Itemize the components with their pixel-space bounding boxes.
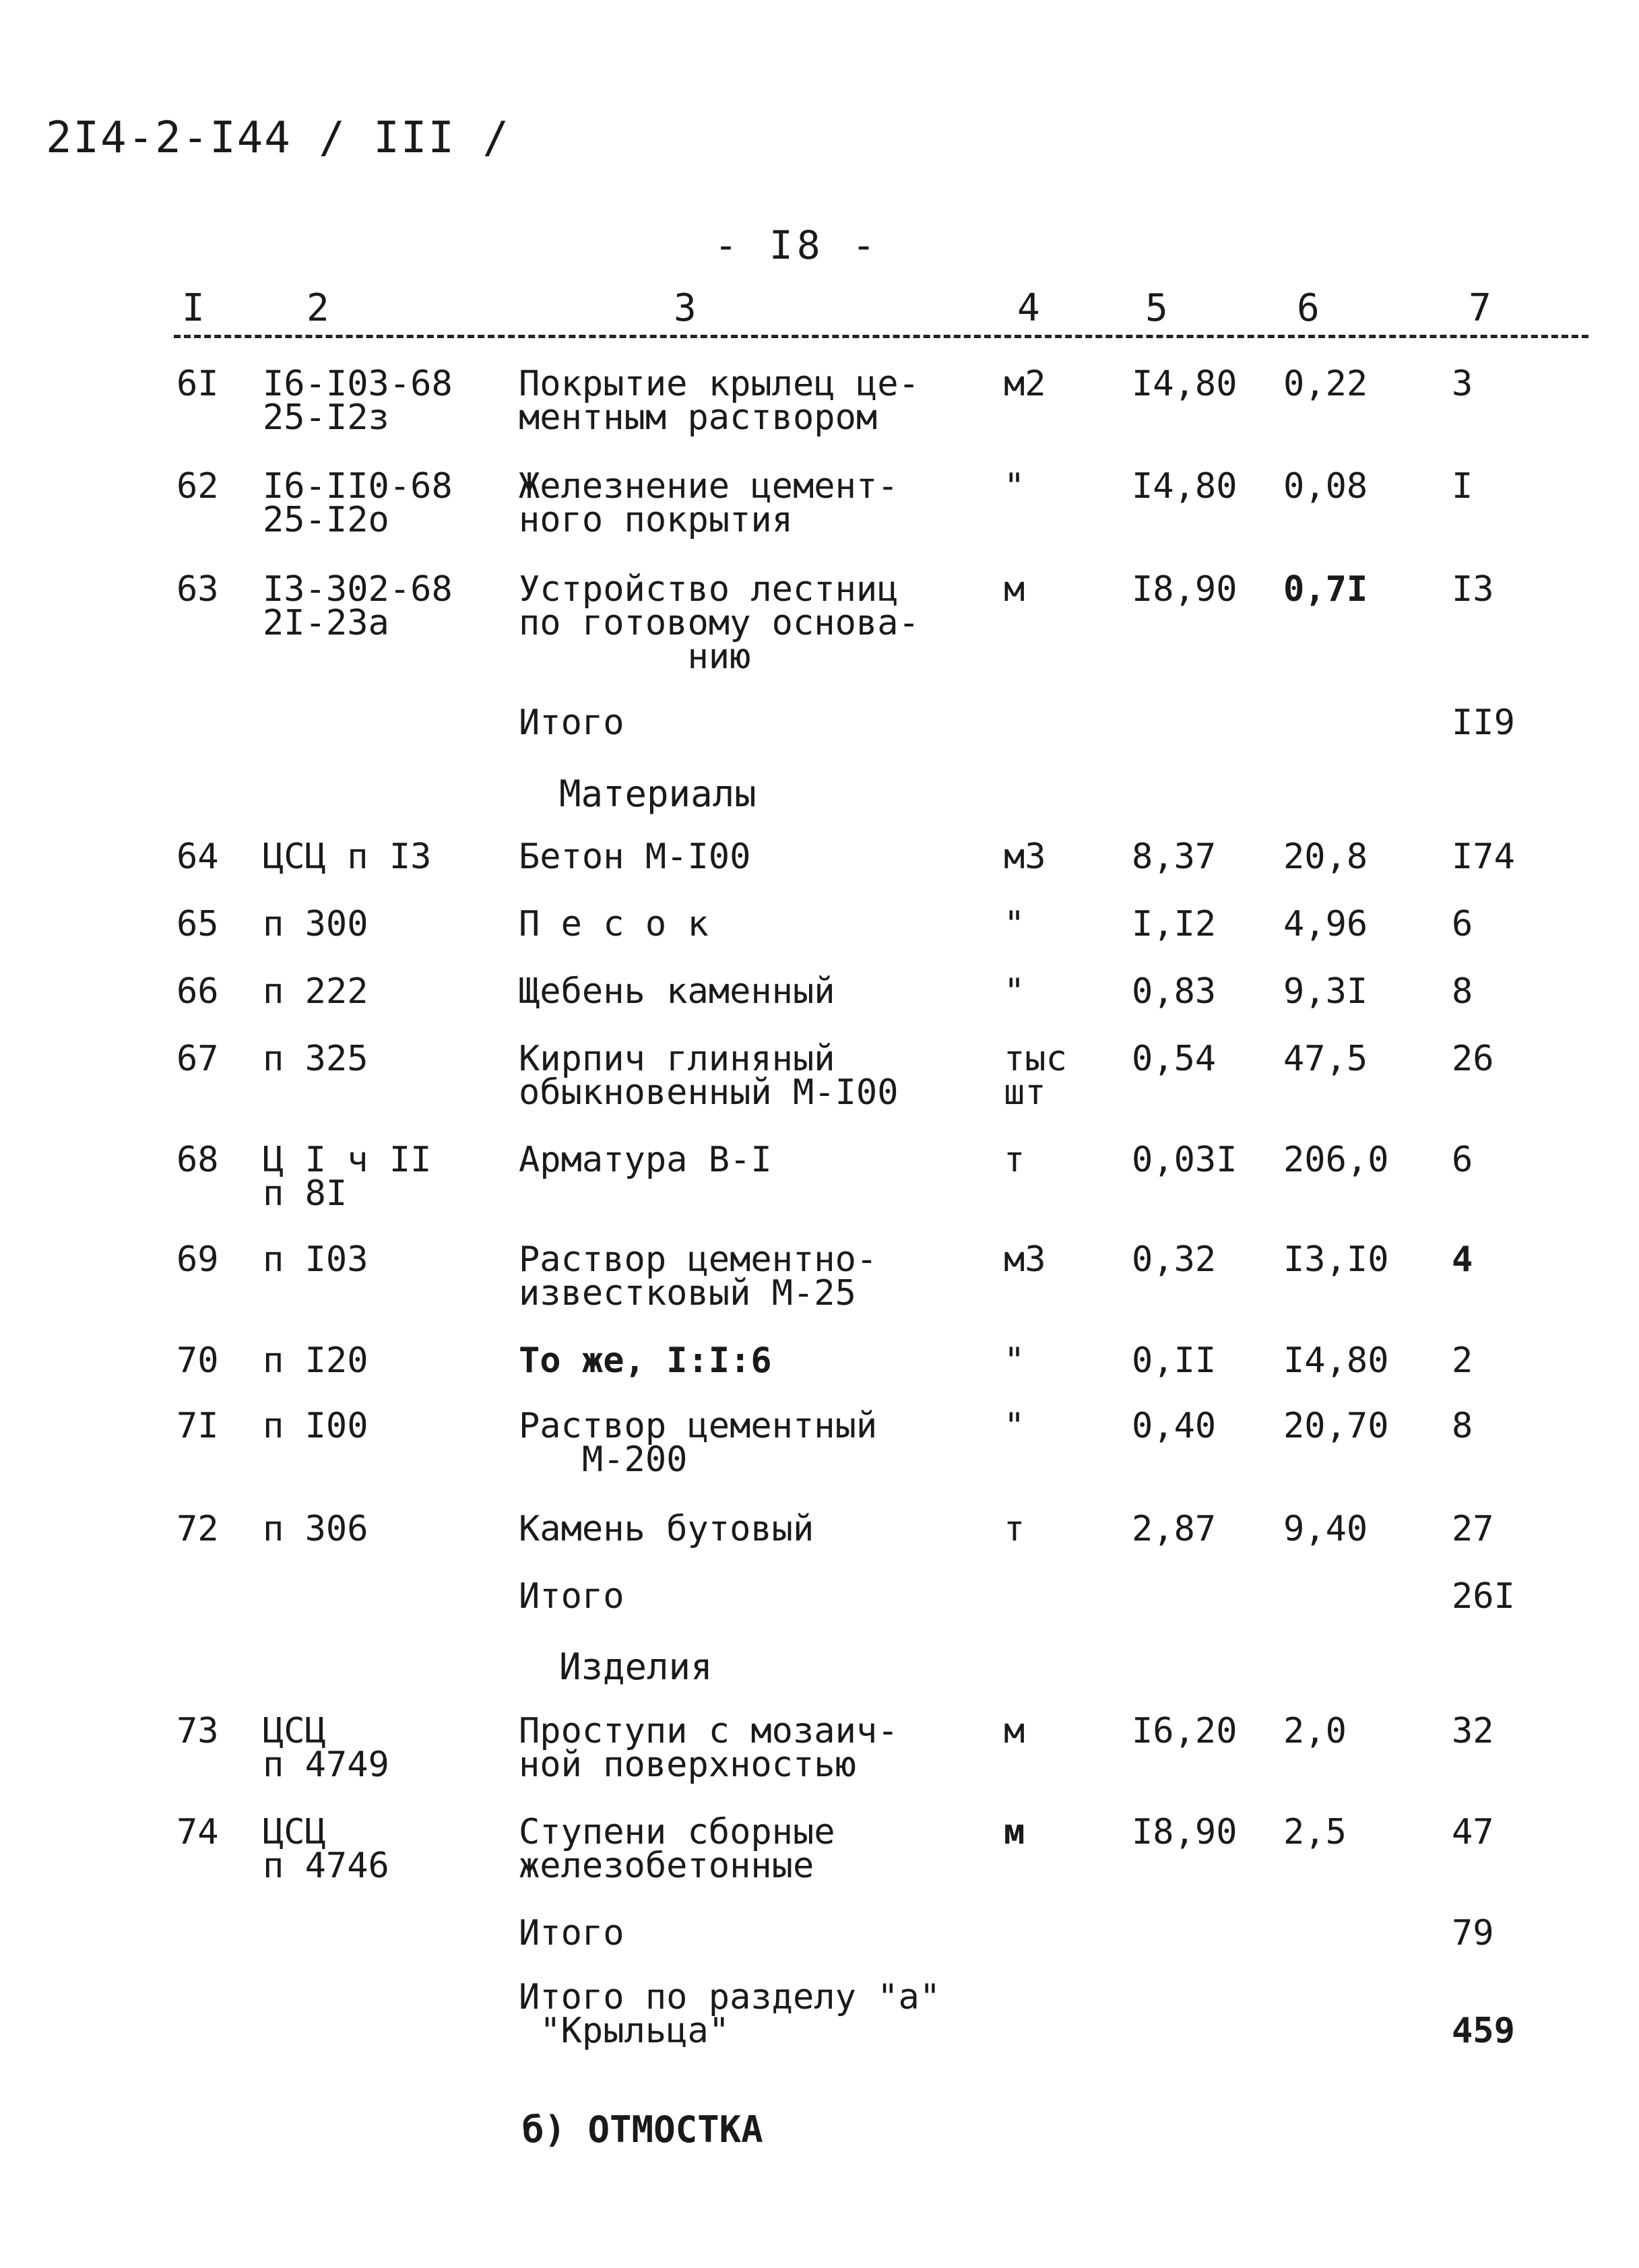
row-number: 72 [176, 1509, 219, 1549]
row-number: 70 [176, 1340, 219, 1381]
row-price: 206,0 [1283, 1140, 1389, 1180]
row-sum: 47 [1452, 1812, 1494, 1852]
row-qty: 0,54 [1132, 1039, 1217, 1079]
row-qty: I6,20 [1132, 1711, 1238, 1751]
row-qty: 0,32 [1132, 1239, 1217, 1280]
column-header-7: 7 [1469, 286, 1491, 330]
row-sum: 8 [1452, 971, 1473, 1012]
section-total-sum: 459 [1452, 2011, 1515, 2051]
row-unit: м [1004, 569, 1025, 610]
row-number: 7I [176, 1406, 219, 1446]
row-code: п I03 [263, 1239, 368, 1280]
row-number: 74 [176, 1812, 219, 1852]
row-unit: м [1004, 1711, 1025, 1751]
subtotal-label: Итого [519, 1576, 624, 1617]
row-price: I3,I0 [1283, 1239, 1389, 1280]
row-price: 0,08 [1283, 466, 1368, 507]
row-code: п 325 [263, 1039, 368, 1079]
row-number: 69 [176, 1239, 219, 1280]
row-qty: I4,80 [1132, 364, 1238, 404]
header-dashed-rule [174, 335, 1588, 338]
row-price: 0,22 [1283, 364, 1368, 404]
row-name: То же, I:I:6 [519, 1340, 772, 1381]
row-unit: " [1004, 971, 1025, 1012]
row-code: ЦСЦ п 4749 [263, 1711, 389, 1785]
row-name: Щебень каменный [519, 971, 835, 1012]
row-qty: 8,37 [1132, 837, 1217, 877]
subtotal-sum: 79 [1452, 1913, 1494, 1953]
row-code: п 300 [263, 904, 368, 944]
row-unit: т [1004, 1509, 1025, 1549]
row-price: I4,80 [1283, 1340, 1389, 1381]
row-unit: м [1004, 1812, 1025, 1852]
next-section-title: б) ОТМОСТКА [522, 2108, 763, 2151]
row-sum: I [1452, 466, 1473, 507]
row-price: 2,5 [1283, 1812, 1347, 1852]
row-code: I6-I03-68 25-I2з [263, 364, 453, 438]
row-code: ЦСЦ п I3 [263, 837, 432, 877]
row-unit: " [1004, 1406, 1025, 1446]
row-number: 62 [176, 466, 219, 507]
row-code: п I20 [263, 1340, 368, 1381]
row-price: 2,0 [1283, 1711, 1347, 1751]
row-name: Железнение цемент- ного покрытия [519, 466, 899, 540]
row-price: 4,96 [1283, 904, 1368, 944]
row-price: 9,40 [1283, 1509, 1368, 1549]
row-sum: 2 [1452, 1340, 1473, 1381]
section-total-label: Итого по разделу "а" "Крыльца" [519, 1977, 941, 2051]
row-number: 68 [176, 1140, 219, 1180]
row-sum: I3 [1452, 569, 1494, 610]
row-unit: " [1004, 466, 1025, 507]
row-name: П е с о к [519, 904, 709, 944]
row-sum: 4 [1452, 1239, 1473, 1280]
row-sum: 26 [1452, 1039, 1494, 1079]
section-title-products: Изделия [559, 1646, 713, 1688]
row-sum: 27 [1452, 1509, 1494, 1549]
row-number: 63 [176, 569, 219, 610]
subtotal-sum: 26I [1452, 1576, 1515, 1617]
row-name: Раствор цементный М-200 [519, 1406, 878, 1480]
row-sum: 6 [1452, 1140, 1473, 1180]
row-code: I3-302-68 2I-23а [263, 569, 453, 643]
row-qty: 0,83 [1132, 971, 1217, 1012]
row-sum: 6 [1452, 904, 1473, 944]
row-qty: 0,II [1132, 1340, 1217, 1381]
row-number: 73 [176, 1711, 219, 1751]
row-unit: м3 [1004, 837, 1046, 877]
row-code: п 306 [263, 1509, 368, 1549]
row-price: 47,5 [1283, 1039, 1368, 1079]
row-code: п I00 [263, 1406, 368, 1446]
row-qty: I8,90 [1132, 569, 1238, 610]
row-number: 66 [176, 971, 219, 1012]
row-qty: I8,90 [1132, 1812, 1238, 1852]
row-qty: 0,40 [1132, 1406, 1217, 1446]
section-title-materials: Материалы [559, 773, 757, 815]
row-qty: 0,03I [1132, 1140, 1238, 1180]
row-code: I6-II0-68 25-I2о [263, 466, 453, 540]
row-unit: " [1004, 904, 1025, 944]
row-unit: т [1004, 1140, 1025, 1180]
row-unit: м3 [1004, 1239, 1046, 1280]
row-code: ЦСЦ п 4746 [263, 1812, 389, 1886]
row-unit: тыс шт [1004, 1039, 1067, 1113]
row-unit: м2 [1004, 364, 1046, 404]
page-number: - I8 - [714, 222, 880, 268]
row-name: Устройство лестниц по готовому основа- нию [519, 569, 920, 677]
row-unit: " [1004, 1340, 1025, 1381]
row-sum: 8 [1452, 1406, 1473, 1446]
row-name: Проступи с мозаич- ной поверхностью [519, 1711, 899, 1785]
row-qty: 2,87 [1132, 1509, 1217, 1549]
row-qty: I,I2 [1132, 904, 1217, 944]
document-code: 2I4-2-I44 / III / [46, 113, 511, 163]
row-name: Камень бутовый [519, 1509, 814, 1549]
subtotal-label: Итого [519, 703, 624, 743]
row-price: 20,8 [1283, 837, 1368, 877]
row-code: п 222 [263, 971, 368, 1012]
row-number: 65 [176, 904, 219, 944]
column-header-6: 6 [1297, 286, 1320, 330]
row-qty: I4,80 [1132, 466, 1238, 507]
row-number: 64 [176, 837, 219, 877]
row-price: 0,7I [1283, 569, 1368, 610]
row-code: Ц I ч II п 8I [263, 1140, 432, 1214]
row-price: 20,70 [1283, 1406, 1389, 1446]
row-price: 9,3I [1283, 971, 1368, 1012]
column-header-2: 2 [307, 286, 329, 330]
row-name: Бетон М-I00 [519, 837, 751, 877]
subtotal-sum: II9 [1452, 703, 1515, 743]
subtotal-label: Итого [519, 1913, 624, 1953]
row-name: Кирпич глиняный обыкновенный М-I00 [519, 1039, 899, 1113]
row-name: Ступени сборные железобетонные [519, 1812, 835, 1886]
row-name: Раствор цементно- известковый М-25 [519, 1239, 878, 1314]
row-sum: 32 [1452, 1711, 1494, 1751]
row-name: Покрытие крылец це- ментным раствором [519, 364, 920, 438]
row-number: 67 [176, 1039, 219, 1079]
column-header-1: I [182, 286, 205, 330]
column-header-4: 4 [1017, 286, 1040, 330]
column-header-3: 3 [674, 286, 697, 330]
row-name: Арматура В-I [519, 1140, 772, 1180]
column-header-5: 5 [1145, 286, 1168, 330]
row-sum: 3 [1452, 364, 1473, 404]
row-sum: I74 [1452, 837, 1515, 877]
row-number: 6I [176, 364, 219, 404]
